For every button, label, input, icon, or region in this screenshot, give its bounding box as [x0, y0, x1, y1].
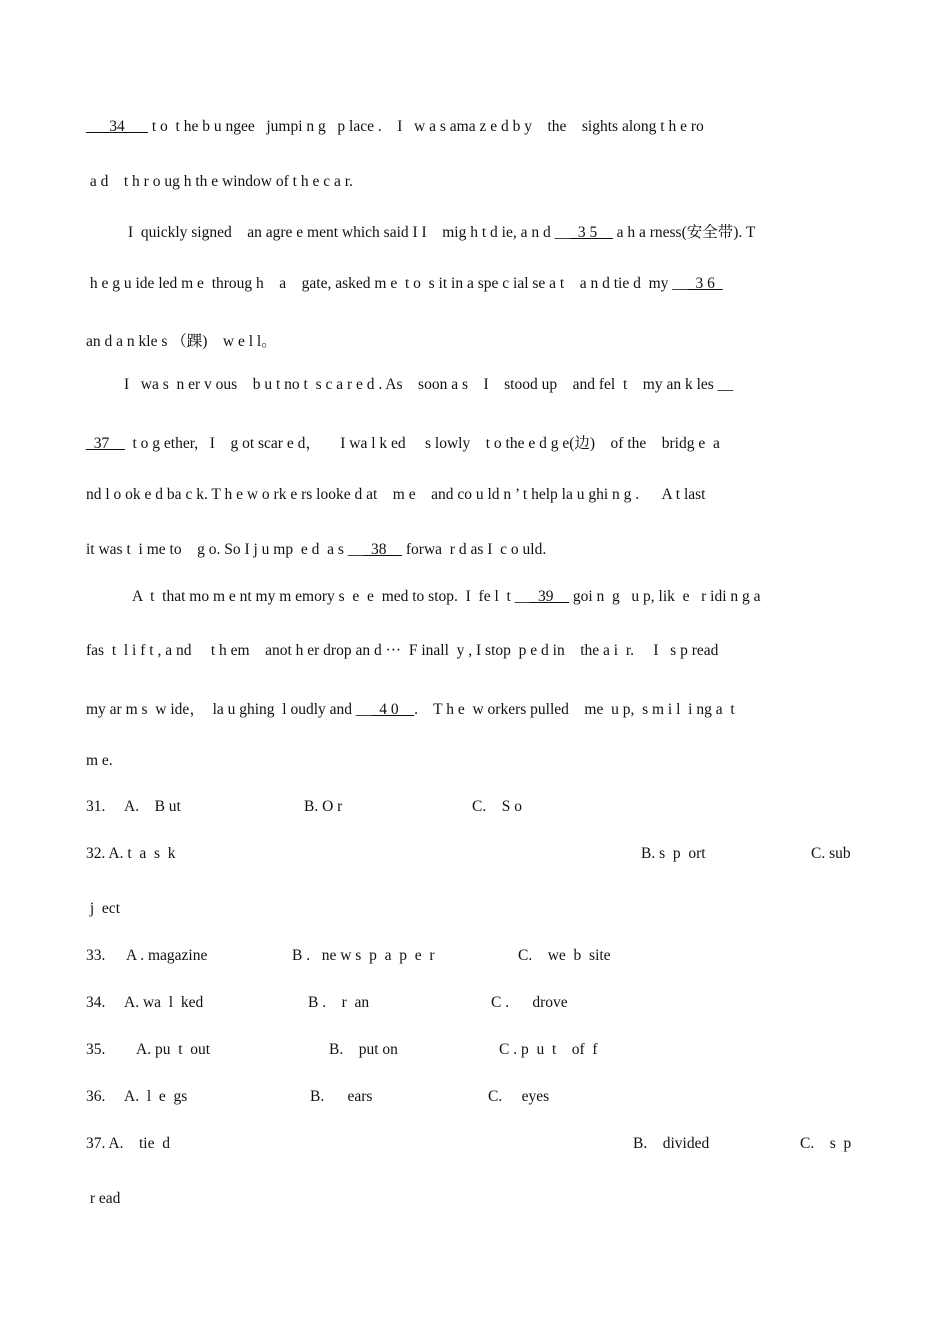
option-b: B. put on [329, 1041, 398, 1058]
option-c: C . drove [491, 994, 568, 1011]
blank-37: _37__ [86, 435, 125, 452]
option-a: A . magazine [126, 947, 208, 964]
question-number: 36. [86, 1088, 106, 1105]
option-c-continued: r ead [86, 1190, 121, 1207]
blank-39: _39__ [530, 588, 569, 605]
option-c: C . p u t of f [499, 1041, 598, 1058]
question-number-option-a: 32. A. t a s k [86, 845, 176, 862]
option-b: B. O r [304, 798, 343, 815]
option-b: B. s p ort [641, 845, 706, 862]
question-number-option-a: 37. A. tie d [86, 1135, 170, 1152]
passage-line-6: I wa s n er v ous b u t no t s c a r e d . As soon a s I stood up and fel t my an k les __ [124, 376, 734, 393]
passage-line-11: fas t l i f t , a nd t h em anot h er drop an d ··· F inall y , I stop p e d in the a i r. I s p read [86, 642, 719, 659]
option-c: C. we b site [518, 947, 611, 964]
option-c: C. s p [800, 1135, 852, 1152]
passage-line-12: my ar m s w ide， la u ghing l oudly and ___4 0__. T h e w orkers pulled me u p, s m i l i ng a t [86, 701, 735, 718]
passage-line-9: it was t i me to g o. So I j u mp e d a s ___38__ forwa r d as I c o uld. [86, 541, 547, 558]
option-a: A. l e gs [124, 1088, 188, 1105]
question-number: 34. [86, 994, 106, 1011]
blank-40: _4 0__ [371, 701, 415, 718]
blank-35: _3 5__ [570, 224, 613, 241]
blank-38: _38__ [363, 541, 403, 558]
blank-34: ___34___ [86, 118, 148, 135]
option-c: C. sub [811, 845, 851, 862]
question-number: 33. [86, 947, 106, 964]
option-b: B . r an [308, 994, 370, 1011]
option-b: B. ears [310, 1088, 373, 1105]
question-number: 35. [86, 1041, 106, 1058]
passage-line-10: A t that mo m e nt my m emory s e e med to stop. I fe l t ___39__ goi n g u p, lik e r idi n g a [132, 588, 761, 605]
option-a: A. pu t out [136, 1041, 211, 1058]
blank-36: _3 6_ [687, 275, 723, 292]
option-c-continued: j ect [86, 900, 120, 917]
option-c: C. S o [472, 798, 522, 815]
option-c: C. eyes [488, 1088, 550, 1105]
passage-line-2: a d t h r o ug h th e window of t h e c a r. [86, 173, 353, 190]
option-a: A. wa l ked [124, 994, 204, 1011]
passage-line-4: h e g u ide led m e throug h a gate, asked m e t o s it in a spe c ial se a t a n d tie d my ___3 6_ [86, 275, 723, 292]
passage-line-7: _37__ t o g ether, I g ot scar e d， I wa l k ed s lowly t o the e d g e(边) of the bridg e a [86, 435, 720, 452]
option-b: B . ne w s p a p e r [292, 947, 435, 964]
passage-line-8: nd l o ok e d ba c k. T h e w o rk e rs looke d at m e and co u ld n ’ t help la u ghi n g . A t last [86, 486, 706, 503]
option-b: B. divided [633, 1135, 710, 1152]
passage-line-1: ___34___ t o t he b u ngee jumpi n g p lace . I w a s ama z e d b y the sights along t h e ro [86, 118, 704, 135]
question-number: 31. [86, 798, 106, 815]
option-a: A. B ut [124, 798, 181, 815]
passage-line-3: I quickly signed an agre e ment which said I I mig h t d ie, a n d ___3 5__ a h a rness(安全带). T [128, 224, 756, 241]
passage-line-13: m e. [86, 752, 113, 769]
passage-line-5: an d a n kle s （踝) w e l l。 [86, 333, 277, 350]
